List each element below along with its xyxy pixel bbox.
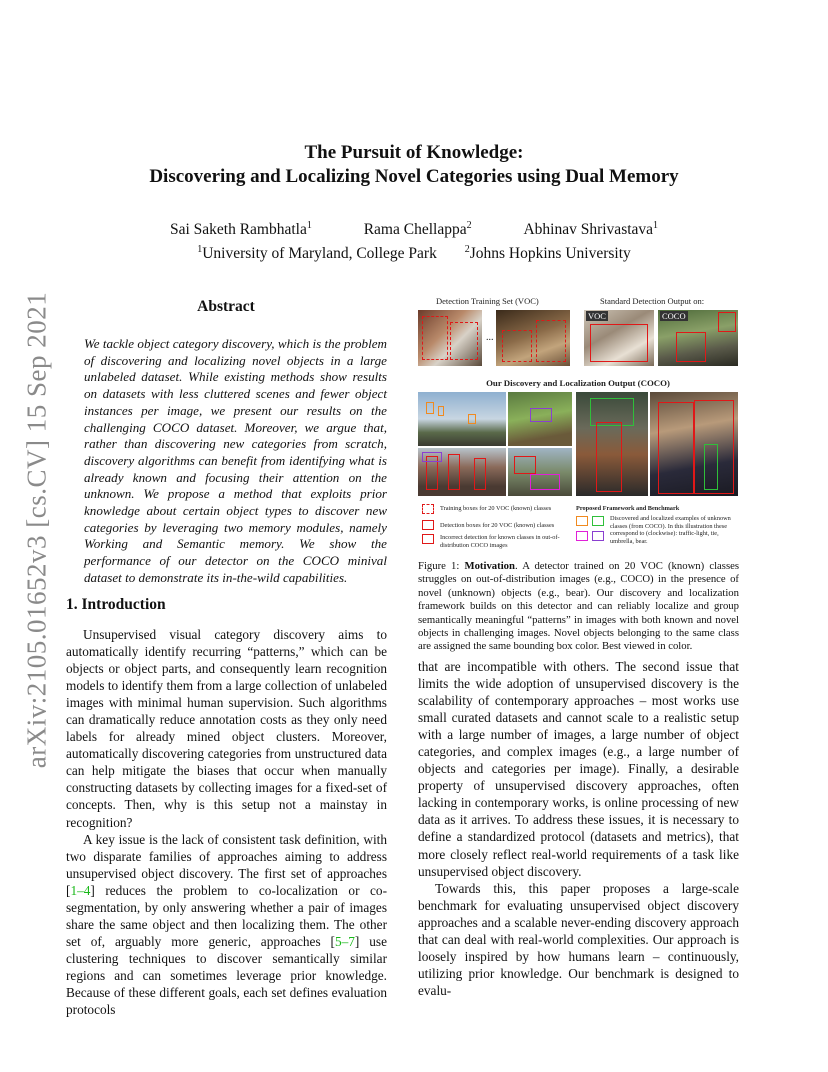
- legend-swatch-incorrect: [422, 534, 434, 544]
- intro-paragraph-2: A key issue is the lack of consistent task definition, with two disparate families of approaches aiming to address unsupervised object discovery. The first set of approaches [1–4] reduces the problem to co-localization or co-segmentation, by only answering whether a pair of images share the same object and then localizing them. The other set of, arguably more generic, approaches [5–7] use clustering techniques to discover semantically similar regions and can sometimes leverage prior knowledge. Because of these different goals, each set defines evaluation protocols: [66, 831, 387, 1018]
- training-box: [502, 330, 532, 362]
- training-box: [422, 316, 448, 360]
- figure-1-caption: Figure 1: Motivation. A detector trained on 20 VOC (known) classes struggles on out-of-distribution images (e.g., COCO) in the presence of novel (unknown) objects (e.g., bear). Our discovery and localization framework builds on this detector and can reliably localize and group semantically meaningful “patterns” in images with both known and novel objects in challenging images. Novel objects belonging to the same class are assigned the same bounding box color. Best viewed in color.: [418, 560, 740, 653]
- detection-box: [514, 456, 536, 474]
- discovered-box: [422, 452, 442, 462]
- incorrect-detection-box: [676, 332, 706, 362]
- detection-box: [474, 458, 486, 490]
- label-training-set: Detection Training Set (VOC): [436, 296, 539, 306]
- training-box: [536, 320, 566, 362]
- detection-box: [718, 312, 736, 332]
- author-1: Sai Saketh Rambhatla$^1$: [169, 220, 312, 238]
- author-3: Abhinav Shrivastava$^1$: [523, 220, 659, 238]
- citation-link[interactable]: 5–7: [334, 933, 355, 949]
- intro-right-column: [418, 658, 739, 999]
- paper-title-line2: Discovering and Localizing Novel Categories using Dual Memory: [149, 166, 679, 187]
- intro-paragraph-4: Towards this, this paper proposes a large-scale benchmark for evaluating unsupervised object discovery approaches and a scalable never-ending discovery approach that can deal with real-world complexities. Our approach is loosely inspired by how humans learn – continuously, utilizing prior knowledge. Our benchmark is designed to evalu-: [418, 880, 739, 998]
- discovered-box: [438, 406, 444, 416]
- legend-framework-heading: Proposed Framework and Benchmark: [576, 505, 680, 512]
- coco-image-bears: [508, 448, 572, 496]
- coco-image-umbrella: [576, 392, 648, 496]
- figure-1: [418, 296, 738, 554]
- intro-paragraph-3: that are incompatible with others. The second issue that limits the wide adoption of unsupervised discovery is the scalability of contemporary approaches – most works use small curated datasets and cannot scale to a realistic setup with a large number of images, a large number of object categories, and complex images (e.g., a large number of objects and categories per image). Finally, a desirable property of unsupervised discovery approaches, often lacking in contemporary works, is online processing of new data as it arrives. To address these issues, it is necessary to define a standardized protocol (datasets and metrics), that more closely reflect real-world requirements of a task like unsupervised object discovery.: [418, 659, 739, 879]
- affiliation-2: $^2$Johns Hopkins University: [464, 244, 631, 262]
- legend-swatch-purple: [592, 531, 604, 541]
- intro-paragraph-1: Unsupervised visual category discovery aims to automatically identify recurring “patterns,” which can be objects or object parts, and consequently learn recognition models to identify them from a large collection of unlabeled images with minimal human supervision. Such algorithms can dramatically reduce annotation costs as they only need labels for already mined object clusters. Moreover, automatically discovering categories from unstructured data can help mitigate the biases that occur when manually constructing datasets by collecting images for a fixed-set of concepts. Then, why is this setup not a mainstay in recognition?: [66, 627, 387, 830]
- legend-training-text: Training boxes for 20 VOC (known) classes: [440, 505, 552, 512]
- legend-discovered-text: Discovered and localized examples of unknown classes (from COCO). In this illustration these correspond to (clockwise): traffic-light, tie, umbrella, bear.: [610, 515, 731, 545]
- discovered-box: [426, 402, 434, 414]
- detection-box: [658, 402, 694, 494]
- discovered-box: [468, 414, 476, 424]
- paper-title-line1: The Pursuit of Knowledge:: [304, 142, 524, 163]
- training-box: [450, 322, 478, 360]
- output-heading: Our Discovery and Localization Output (COCO): [486, 378, 670, 388]
- label-standard-output: Standard Detection Output on:: [600, 296, 705, 306]
- discovered-box: [530, 408, 552, 422]
- coco-image-people: [418, 448, 506, 496]
- coco-image-street: [418, 392, 506, 446]
- tag-coco: COCO: [662, 311, 686, 321]
- ellipsis-text: ...: [486, 332, 494, 343]
- voc-training-image-cats: [418, 310, 482, 366]
- abstract-body: We tackle object category discovery, which is the problem of discovering and localizing novel objects in a large unlabeled dataset. While existing methods show results on datasets with less cluttered scenes and fewer object instances per image, we present our results on the challenging COCO dataset. Moreover, we argue that, rather than discovering new categories from scratch, discovery algorithms can benefit from identifying what is already known and focusing their attention on the unknown. We propose a method that exploits prior knowledge about certain object types to discover new categories by leveraging two memory modules, namely Working and Semantic memory. We show the performance of our detector on the COCO minival dataset to demonstrate its in-the-wild capabilities.: [84, 336, 387, 585]
- detection-box: [590, 324, 648, 362]
- legend-detection-text: Detection boxes for 20 VOC (known) classes: [440, 522, 555, 529]
- detection-box: [448, 454, 460, 490]
- author-2: Rama Chellappa$^2$: [363, 220, 472, 238]
- legend-incorrect-text: Incorrect detection for known classes in out-of-distribution COCO images: [440, 534, 560, 549]
- citation-link[interactable]: 1–4: [70, 882, 91, 898]
- tag-voc: VOC: [588, 311, 606, 321]
- intro-left-column: [66, 626, 387, 1018]
- legend-swatch-detection: [422, 520, 434, 530]
- discovered-box: [704, 444, 718, 490]
- section-heading-introduction: 1. Introduction: [66, 596, 166, 613]
- discovered-box: [530, 474, 560, 490]
- arxiv-stamp: arXiv:2105.01652v3 [cs.CV] 15 Sep 2021: [21, 291, 52, 769]
- legend-swatch-orange: [576, 516, 588, 526]
- voc-detection-image-cat: [584, 310, 654, 366]
- coco-image-animals: [508, 392, 572, 446]
- coco-image-ties: [650, 392, 738, 496]
- voc-training-image-dogs: [496, 310, 570, 366]
- legend-swatch-green: [592, 516, 604, 526]
- author-list: [0, 220, 828, 240]
- affiliation-1: $^1$University of Maryland, College Park: [197, 244, 437, 262]
- detection-box: [596, 422, 622, 492]
- coco-detection-image-bear: [658, 310, 738, 366]
- abstract-heading: Abstract: [197, 298, 255, 315]
- legend-swatch-magenta: [576, 531, 588, 541]
- affiliation-list: [0, 244, 828, 264]
- legend-swatch-training: [422, 504, 434, 514]
